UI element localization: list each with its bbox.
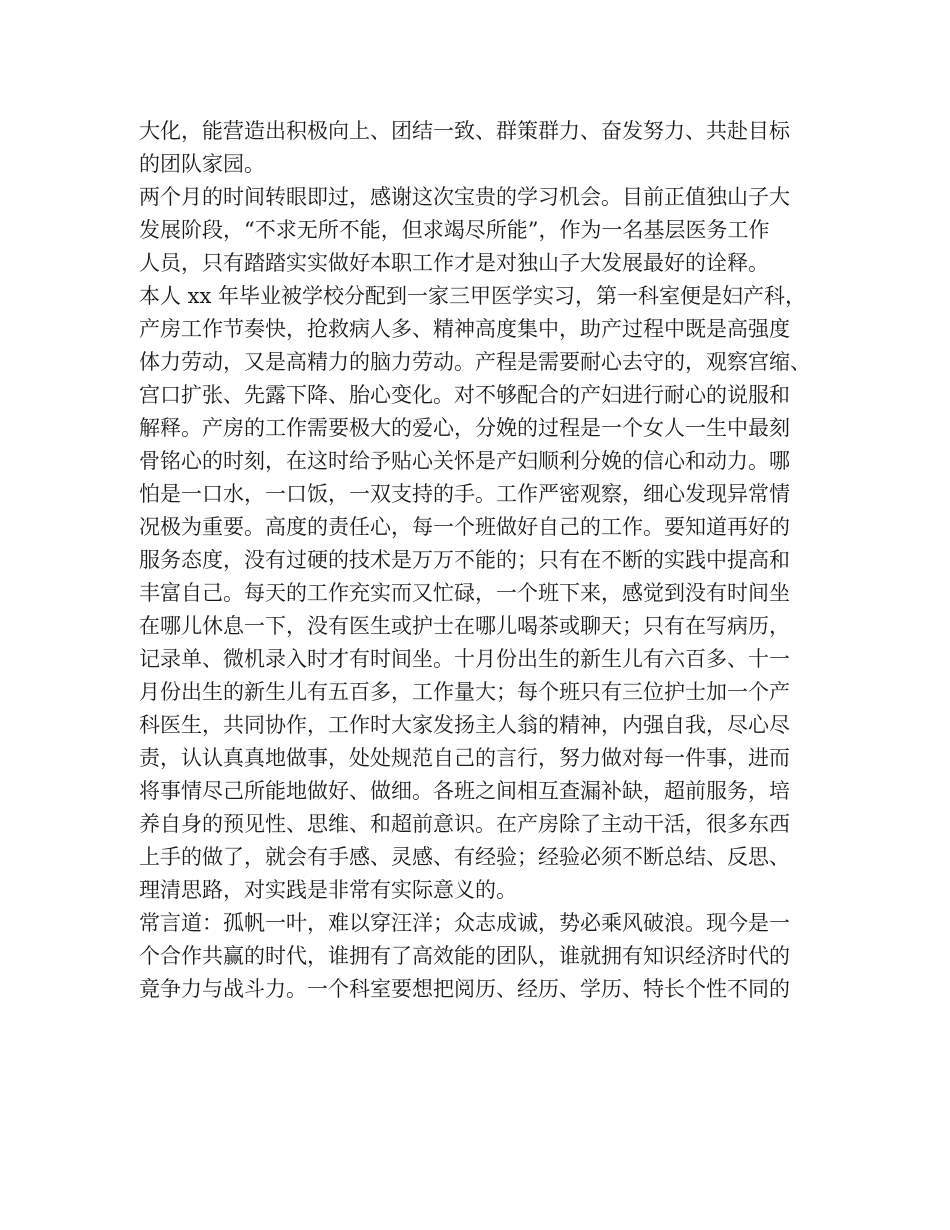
- text-line: 记录单、微机录入时才有时间坐。十月份出生的新生儿有六百多、十一: [139, 647, 790, 671]
- text-line: 宫口扩张、先露下降、胎心变化。对不够配合的产妇进行耐心的说服和: [139, 383, 790, 407]
- text-line: 的团队家园。: [139, 152, 265, 176]
- text-line: 责，认认真真地做事，处处规范自己的言行，努力做对每一件事，进而: [139, 746, 790, 770]
- text-line: 月份出生的新生儿有五百多，工作量大；每个班只有三位护士加一个产: [139, 680, 790, 704]
- text-line: 丰富自己。每天的工作充实而又忙碌，一个班下来，感觉到没有时间坐: [139, 581, 790, 605]
- text-line: 在哪儿休息一下，没有医生或护士在哪儿喝茶或聊天；只有在写病历，: [139, 614, 790, 638]
- text-line: 大化，能营造出积极向上、团结一致、群策群力、奋发努力、共赴目标: [139, 119, 790, 143]
- text-line: 怕是一口水，一口饭，一双支持的手。工作严密观察，细心发现异常情: [139, 482, 790, 506]
- text-line: 产房工作节奏快，抢救病人多、精神高度集中，助产过程中既是高强度: [139, 317, 790, 341]
- text-line: 服务态度，没有过硬的技术是万万不能的；只有在不断的实践中提高和: [139, 548, 790, 572]
- text-line: 人员，只有踏踏实实做好本职工作才是对独山子大发展最好的诠释。: [139, 251, 769, 275]
- text-line: 个合作共赢的时代，谁拥有了高效能的团队，谁就拥有知识经济时代的: [139, 944, 790, 968]
- body-text: [139, 115, 829, 1006]
- text-line: 两个月的时间转眼即过，感谢这次宝贵的学习机会。目前正值独山子大: [139, 185, 790, 209]
- text-line: 发展阶段，“不求无所不能，但求竭尽所能”，作为一名基层医务工作: [139, 218, 770, 242]
- text-line: 解释。产房的工作需要极大的爱心，分娩的过程是一个女人一生中最刻: [139, 416, 790, 440]
- text-line: 上手的做了，就会有手感、灵感、有经验；经验必须不断总结、反思、: [139, 845, 790, 869]
- text-line: 骨铭心的时刻，在这时给予贴心关怀是产妇顺利分娩的信心和动力。哪: [139, 449, 790, 473]
- text-line: 理清思路，对实践是非常有实际意义的。: [139, 878, 517, 902]
- text-line: 养自身的预见性、思维、和超前意识。在产房除了主动干活，很多东西: [139, 812, 790, 836]
- text-line: 体力劳动，又是高精力的脑力劳动。产程是需要耐心去守的，观察宫缩、: [139, 350, 811, 374]
- text-line: 科医生，共同协作，工作时大家发扬主人翁的精神，内强自我，尽心尽: [139, 713, 790, 737]
- text-line: 本人 xx 年毕业被学校分配到一家三甲医学实习，第一科室便是妇产科，: [139, 284, 807, 308]
- text-line: 常言道：孤帆一叶，难以穿汪洋；众志成诚，势必乘风破浪。现今是一: [139, 911, 790, 935]
- text-line: 况极为重要。高度的责任心，每一个班做好自己的工作。要知道再好的: [139, 515, 790, 539]
- text-line: 竟争力与战斗力。一个科室要想把阅历、经历、学历、特长个性不同的: [139, 977, 790, 1001]
- text-line: 将事情尽己所能地做好、做细。各班之间相互查漏补缺，超前服务，培: [139, 779, 790, 803]
